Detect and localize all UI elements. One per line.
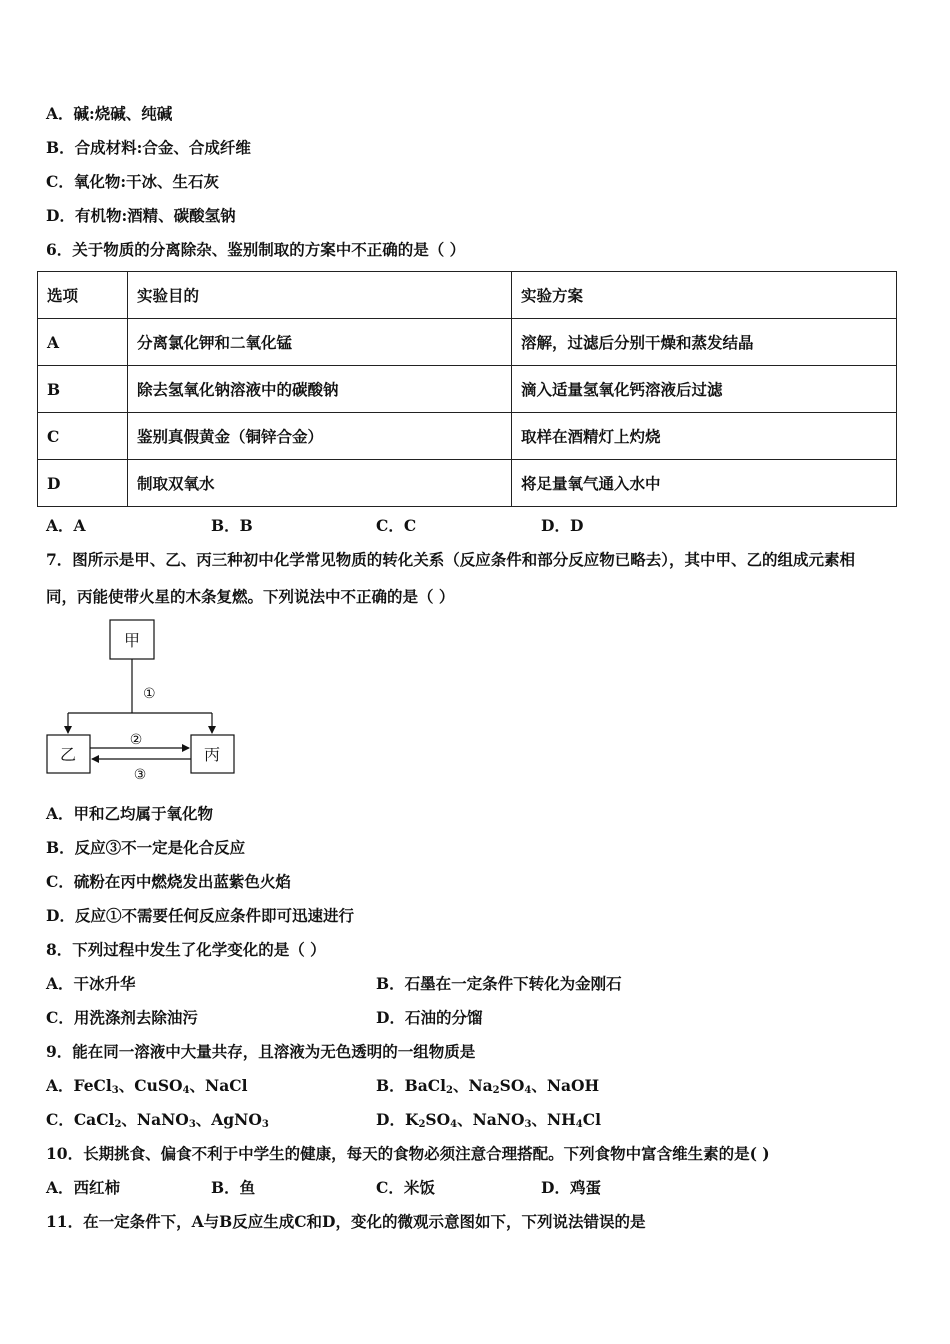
q6-option-c: C．C [376,516,417,535]
q5-option-d: D．有机物:酒精、碳酸氢钠 [46,206,236,225]
table-cell: 鉴别真假黄金（铜锌合金） [128,413,512,460]
q6-table [37,271,897,507]
q8-option-d: D．石油的分馏 [376,1008,483,1027]
table-cell: 分离氯化钾和二氧化锰 [128,319,512,366]
q7-stem-line2: 同，丙能使带火星的木条复燃。下列说法中不正确的是（ ） [46,587,455,606]
table-cell: C [38,413,128,460]
box-jia-label: 甲 [123,631,141,650]
table-cell: B [38,366,128,413]
q7-option-b: B．反应③不一定是化合反应 [46,838,246,857]
q9-option-b: B．BaCl$_2$、$Na_2SO_4$、NaOH [376,1076,600,1096]
q10-option-c: C．米饭 [376,1178,435,1197]
q7-option-c: C．硫粉在丙中燃烧发出蓝紫色火焰 [46,872,291,891]
table-header-cell: 实验方案 [512,272,897,319]
q10-stem: 10．长期挑食、偏食不利于中学生的健康，每天的食物必须注意合理搭配。下列食物中富含维生素的是( ) [46,1144,770,1163]
table-cell: D [38,460,128,507]
q5-option-c: C．氧化物:干冰、生石灰 [46,172,220,191]
q9-stem: 9．能在同一溶液中大量共存，且溶液为无色透明的一组物质是 [46,1042,476,1061]
table-row [38,460,897,507]
label-reaction-2: ② [129,732,143,748]
table-row [38,319,897,366]
q6-stem: 6．关于物质的分离除杂、鉴别制取的方案中不正确的是（ ） [46,240,466,259]
q8-option-a: A．干冰升华 [46,974,136,993]
label-reaction-1: ① [143,686,156,702]
q10-option-d: D．鸡蛋 [541,1178,601,1197]
q9-option-a: A．FeCl$_3$、CuSO$_4$、NaCl [46,1076,248,1096]
table-cell: 将足量氧气通入水中 [512,460,897,507]
q7-option-d: D．反应①不需要任何反应条件即可迅速进行 [46,906,354,925]
box-bing-label: 丙 [203,745,221,764]
table-header-cell: 选项 [38,272,128,319]
label-reaction-3: ③ [133,767,147,780]
q6-option-a: A．A [46,516,86,535]
q6-option-d: D．D [541,516,584,535]
table-cell: 制取双氧水 [128,460,512,507]
table-header-cell: 实验目的 [128,272,512,319]
q8-option-b: B．石墨在一定条件下转化为金刚石 [376,974,622,993]
q10-option-b: B．鱼 [211,1178,256,1197]
q10-option-a: A．西红柿 [46,1178,121,1197]
table-cell: 除去氢氧化钠溶液中的碳酸钠 [128,366,512,413]
table-cell: 滴入适量氢氧化钙溶液后过滤 [512,366,897,413]
box-yi-label: 乙 [59,745,77,764]
q6-option-b: B．B [211,516,253,535]
q8-option-c: C．用洗涤剂去除油污 [46,1008,198,1027]
q7-stem-line1: 7．图所示是甲、乙、丙三种初中化学常见物质的转化关系（反应条件和部分反应物已略去），其中甲、乙的组成元素相 [46,550,856,569]
conversion-diagram [40,618,250,780]
table-header-row [38,272,897,319]
q11-stem: 11．在一定条件下，A与B反应生成C和D，变化的微观示意图如下，下列说法错误的是 [46,1212,646,1231]
table-cell: A [38,319,128,366]
table-cell: 溶解，过滤后分别干燥和蒸发结晶 [512,319,897,366]
q7-option-a: A．甲和乙均属于氧化物 [46,804,214,823]
q5-option-b: B．合成材料:合金、合成纤维 [46,138,251,157]
q8-stem: 8．下列过程中发生了化学变化的是（ ） [46,940,326,959]
q5-option-a: A．碱:烧碱、纯碱 [46,104,173,123]
table-cell: 取样在酒精灯上灼烧 [512,413,897,460]
table-row [38,413,897,460]
q9-option-c: C．CaCl$_2$、NaNO$_3$、AgNO$_3$ [46,1110,269,1130]
table-row [38,366,897,413]
q9-option-d: D．$K_2SO_4$、NaNO$_3$、$NH_4Cl$ [376,1110,601,1130]
